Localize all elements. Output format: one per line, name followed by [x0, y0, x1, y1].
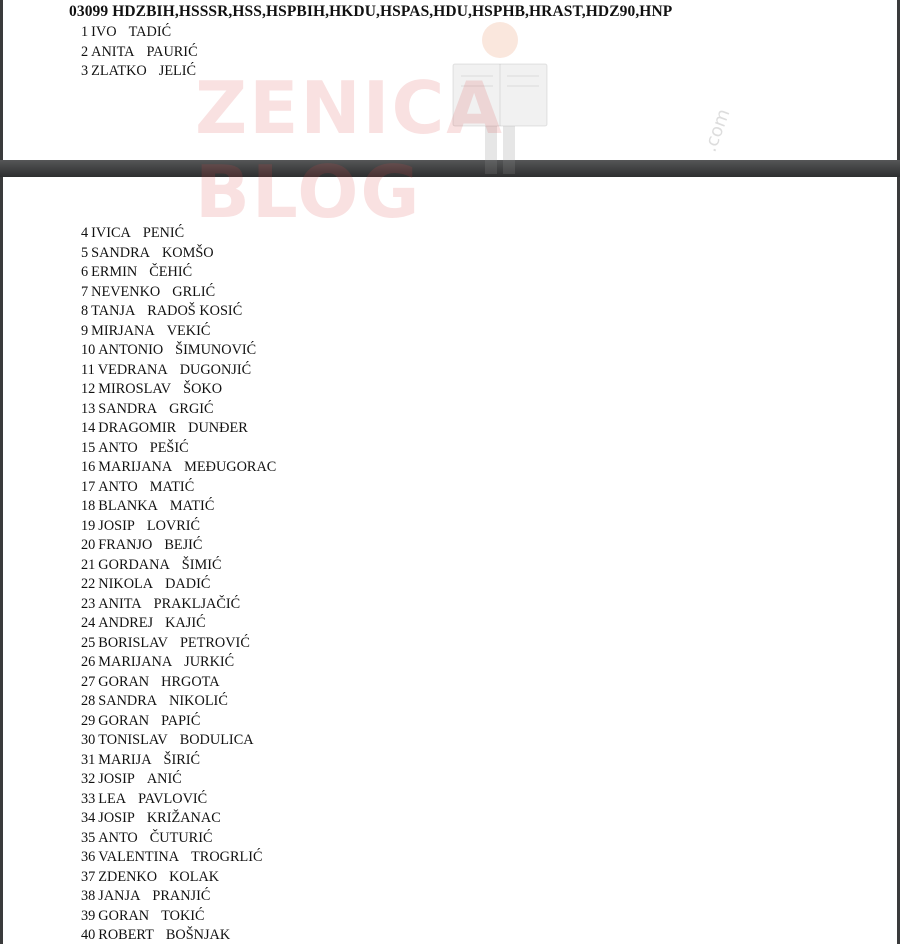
candidate-number: 11 [81, 361, 95, 378]
candidate-first-name: JOSIP [98, 517, 135, 534]
list-item [81, 673, 220, 691]
candidate-last-name: BOŠNJAK [165, 927, 231, 943]
candidate-last-name: TROGRLIĆ [191, 849, 263, 865]
list-header: 03099 HDZBIH,HSSSR,HSS,HSPBIH,HKDU,HSPAS,HDU,HSPHB,HRAST,HDZ90,HNP [69, 3, 673, 20]
candidate-first-name: NEVENKO [91, 283, 161, 300]
candidate-last-name: KAJIĆ [165, 615, 206, 631]
candidate-last-name: MATIĆ [169, 498, 215, 514]
list-item [81, 829, 213, 847]
candidate-last-name: RADOŠ KOSIĆ [147, 303, 243, 319]
candidate-number: 15 [81, 439, 96, 456]
list-item [81, 380, 222, 398]
candidate-number: 31 [81, 751, 96, 768]
list-item [81, 517, 200, 535]
document-page-1 [3, 0, 897, 160]
candidate-first-name: MARIJANA [98, 459, 173, 475]
candidate-first-name: ZDENKO [98, 868, 158, 885]
candidate-first-name: ROBERT [98, 927, 154, 943]
list-item [81, 731, 254, 749]
candidate-last-name: BODULICA [179, 732, 254, 748]
candidate-number: 19 [81, 517, 96, 534]
candidate-number: 8 [81, 303, 89, 319]
list-item [81, 283, 215, 301]
candidate-last-name: PAPIĆ [161, 712, 201, 729]
candidate-number: 17 [81, 478, 96, 495]
candidate-last-name: PEŠIĆ [149, 439, 189, 456]
candidate-first-name: SANDRA [91, 244, 150, 261]
list-item [81, 575, 210, 593]
candidate-number: 10 [81, 342, 96, 358]
candidate-first-name: NIKOLA [98, 576, 154, 592]
list-item [81, 751, 200, 769]
candidate-number: 27 [81, 673, 96, 690]
list-item [81, 322, 210, 340]
candidate-first-name: JANJA [98, 888, 141, 904]
list-item [81, 887, 210, 905]
candidate-last-name: ŠIMUNOVIĆ [175, 342, 257, 358]
list-item [81, 244, 214, 262]
list-item [81, 302, 242, 320]
candidate-first-name: ZLATKO [91, 63, 147, 80]
candidate-number: 34 [81, 810, 96, 826]
candidate-number: 23 [81, 595, 96, 612]
candidate-first-name: MARIJANA [98, 654, 173, 670]
candidate-first-name: GORAN [98, 673, 150, 690]
candidate-number: 24 [81, 615, 96, 631]
candidate-first-name: SANDRA [98, 693, 158, 709]
candidate-number: 22 [81, 576, 96, 592]
candidate-number: 20 [81, 537, 96, 553]
candidate-first-name: ANITA [91, 43, 135, 60]
list-item [81, 458, 276, 476]
candidate-last-name: ŠIRIĆ [163, 751, 201, 768]
list-item [81, 478, 194, 496]
list-item [81, 809, 221, 827]
list-item [81, 868, 219, 886]
candidate-number: 21 [81, 556, 96, 573]
candidate-number: 3 [81, 63, 89, 80]
candidate-first-name: MARIJA [98, 751, 152, 768]
candidate-first-name: BLANKA [98, 498, 158, 514]
list-item [81, 907, 205, 925]
candidate-last-name: TOKIĆ [161, 907, 205, 924]
list-item [81, 790, 207, 808]
list-item [81, 419, 248, 437]
candidate-last-name: BEJIĆ [164, 537, 203, 553]
candidate-first-name: JOSIP [98, 771, 135, 787]
candidate-first-name: SANDRA [98, 400, 158, 417]
candidate-number: 5 [81, 244, 89, 261]
candidate-first-name: LEA [98, 790, 127, 807]
list-item [81, 595, 240, 613]
list-item [81, 614, 206, 632]
candidate-first-name: IVO [91, 24, 117, 40]
candidate-first-name: ANTO [98, 478, 138, 495]
candidate-first-name: VALENTINA [98, 849, 180, 865]
list-item [81, 497, 214, 515]
candidate-last-name: PETROVIĆ [179, 634, 250, 651]
candidate-number: 33 [81, 790, 96, 807]
list-item [81, 439, 189, 457]
list-item [81, 43, 198, 61]
candidate-number: 36 [81, 849, 96, 865]
candidate-first-name: FRANJO [98, 537, 153, 553]
list-item [81, 556, 222, 574]
candidate-number: 18 [81, 498, 96, 514]
candidate-last-name: GRLIĆ [172, 283, 216, 300]
candidate-last-name: PAVLOVIĆ [138, 790, 208, 807]
watermark-suffix: .com [699, 106, 735, 155]
candidate-first-name: MIRJANA [91, 322, 155, 339]
candidate-first-name: ANTO [98, 829, 138, 846]
candidate-first-name: MIROSLAV [98, 381, 172, 397]
candidate-number: 14 [81, 420, 96, 436]
candidate-first-name: ANDREJ [98, 615, 154, 631]
list-item [81, 23, 171, 41]
candidate-last-name: MEĐUGORAC [184, 459, 277, 475]
candidate-first-name: TONISLAV [98, 732, 168, 748]
page-separator [0, 160, 900, 177]
list-item [81, 692, 228, 710]
candidate-last-name: KRIŽANAC [146, 810, 221, 826]
candidate-number: 35 [81, 829, 96, 846]
candidate-first-name: ANTO [98, 439, 138, 456]
list-item [81, 926, 230, 944]
candidate-number: 16 [81, 459, 96, 475]
candidate-last-name: ŠIMIĆ [181, 556, 222, 573]
candidate-number: 6 [81, 264, 89, 280]
candidate-number: 38 [81, 888, 96, 904]
candidate-last-name: DADIĆ [165, 576, 211, 592]
candidate-number: 37 [81, 868, 96, 885]
list-item [81, 361, 251, 379]
candidate-last-name: GRGIĆ [169, 400, 214, 417]
candidate-last-name: MATIĆ [149, 478, 195, 495]
candidate-last-name: DUGONJIĆ [179, 361, 252, 378]
candidate-number: 25 [81, 634, 96, 651]
candidate-number: 7 [81, 283, 89, 300]
list-item [81, 341, 256, 359]
candidate-last-name: NIKOLIĆ [169, 693, 228, 709]
candidate-first-name: GORAN [98, 712, 150, 729]
candidate-last-name: PAURIĆ [146, 43, 198, 60]
candidate-last-name: HRGOTA [161, 673, 220, 690]
list-item [81, 400, 214, 418]
candidate-first-name: IVICA [91, 225, 131, 241]
candidate-last-name: PRANJIĆ [152, 888, 211, 904]
candidate-last-name: LOVRIĆ [146, 517, 201, 534]
candidate-last-name: TADIĆ [128, 24, 172, 40]
document-page-2 [3, 177, 897, 944]
list-item [81, 770, 182, 788]
list-item [81, 848, 263, 866]
candidate-first-name: BORISLAV [98, 634, 168, 651]
candidate-last-name: JELIĆ [158, 63, 197, 80]
candidate-number: 39 [81, 907, 96, 924]
candidate-first-name: DRAGOMIR [98, 420, 177, 436]
list-item [81, 62, 196, 80]
candidate-number: 29 [81, 712, 96, 729]
list-item [81, 712, 200, 730]
candidate-last-name: PENIĆ [142, 225, 185, 241]
candidate-number: 26 [81, 654, 96, 670]
candidate-number: 9 [81, 322, 89, 339]
candidate-first-name: GORDANA [98, 556, 170, 573]
candidate-number: 2 [81, 43, 89, 60]
list-item [81, 634, 250, 652]
candidate-number: 1 [81, 24, 89, 40]
candidate-number: 28 [81, 693, 96, 709]
candidate-last-name: ANIĆ [146, 771, 182, 787]
candidate-number: 40 [81, 927, 96, 943]
candidate-first-name: ERMIN [91, 264, 138, 280]
list-item [81, 224, 184, 242]
candidate-first-name: GORAN [98, 907, 150, 924]
candidate-last-name: KOLAK [169, 868, 220, 885]
candidate-number: 30 [81, 732, 96, 748]
candidate-last-name: JURKIĆ [184, 654, 235, 670]
list-item [81, 653, 234, 671]
candidate-last-name: KOMŠO [161, 244, 214, 261]
candidate-last-name: VEKIĆ [166, 322, 211, 339]
list-item [81, 536, 202, 554]
candidate-last-name: DUNĐER [188, 420, 248, 436]
candidate-first-name: TANJA [91, 303, 136, 319]
candidate-number: 4 [81, 225, 89, 241]
candidate-last-name: PRAKLJAČIĆ [153, 595, 241, 612]
candidate-first-name: ANITA [98, 595, 142, 612]
candidate-first-name: JOSIP [98, 810, 135, 826]
candidate-number: 13 [81, 400, 96, 417]
candidate-first-name: VEDRANA [97, 361, 168, 378]
candidate-last-name: ŠOKO [183, 381, 223, 397]
candidate-last-name: ČEHIĆ [149, 264, 193, 280]
candidate-first-name: ANTONIO [98, 342, 164, 358]
list-item [81, 263, 192, 281]
candidate-number: 12 [81, 381, 96, 397]
candidate-number: 32 [81, 771, 96, 787]
candidate-last-name: ČUTURIĆ [149, 829, 213, 846]
